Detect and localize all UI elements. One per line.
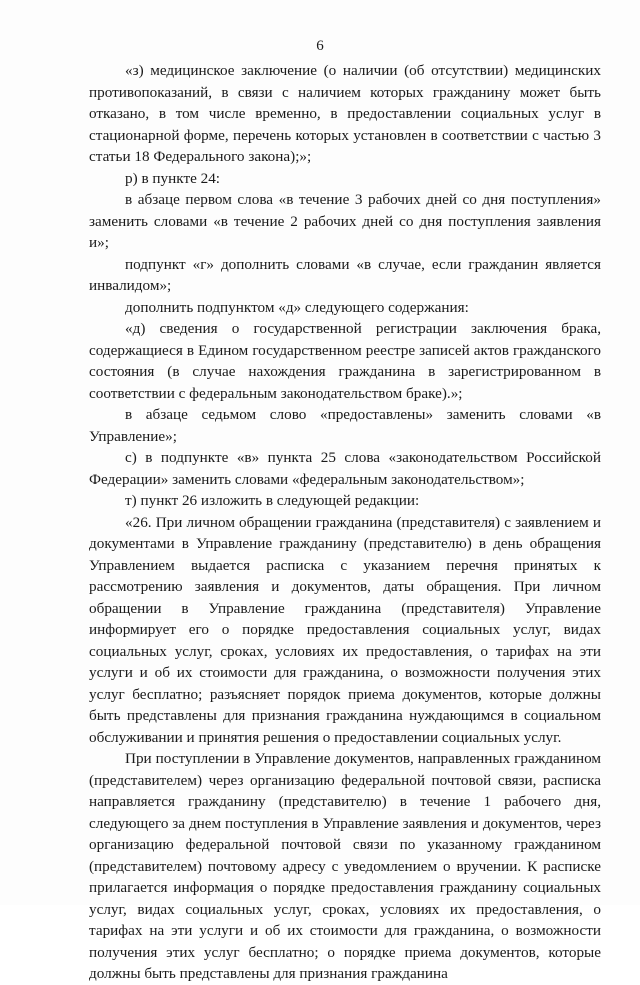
page-number: 6 — [316, 38, 324, 54]
paragraph-subitem-d-text: «д) сведения о государственной регистрации заключения брака, содержащиеся в Едином государственном реестре записей актов гражданского состояния (в случае нахождения гражданина в зарегистрированном в соответствии с федеральным законодательством браке).»; — [89, 320, 601, 402]
paragraph-postal-submission: При поступлении в Управление документов, направленных гражданином (представителем) через организацию федеральной почтовой связи, расписка направляется гражданину (представителю) в течение 1 рабочего дня, следующего за днем поступления в Управление заявления и документов, через организацию федеральной почтовой связи по указанному гражданином (представителем) почтовому адресу с уведомлением о вручении. К расписке прилагается информация о порядке предоставления гражданину социальных услуг, видах социальных услуг, сроках, условиях их предоставления, о тарифах на эти услуги и об их стоимости для гражданина, о возможности получения этих услуг бесплатно; о порядке приема документов, которые должны быть представлены для признания гражданина — [89, 750, 601, 982]
paragraph-subitem-t: т) пункт 26 изложить в следующей редакции: — [125, 492, 420, 509]
paragraph-subitem-s: с) в подпункте «в» пункта 25 слова «законодательством Российской Федерации» заменить словами «федеральным законодательством»; — [89, 449, 601, 488]
paragraph-seventh-abzats: в абзаце седьмом слово «предоставлены» заменить словами «в Управление»; — [89, 406, 601, 445]
paragraph-subitem-g: подпункт «г» дополнить словами «в случае, если гражданин является инвалидом»; — [89, 255, 601, 294]
paragraph-first-abzats-change: в абзаце первом слова «в течение 3 рабочих дней со дня поступления» заменить словами «в течение 2 рабочих дней со дня поступления заявления и»; — [89, 191, 601, 251]
document-body — [89, 60, 601, 985]
paragraph-item-26: «26. При личном обращении гражданина (представителя) с заявлением и документами в Управление гражданину (представителю) в день обращения Управлением выдается расписка с указанием перечня принятых к рассмотрению заявления и документов, даты обращения. При личном обращении в Управление гражданина (представителя) Управление информирует его о порядке предоставления социальных услуг, видах социальных услуг, сроках, условиях их предоставления, о тарифах на эти услуги и об их стоимости для гражданина, о возможности получения этих услуг бесплатно; разъясняет порядок приема документов, которые должны быть представлены для признания гражданина нуждающимся в социальном обслуживании и принятия решения о предоставлении социальных услуг. — [89, 513, 601, 746]
paragraph-subitem-r: р) в пункте 24: — [125, 169, 221, 187]
paragraph-add-subitem-d: дополнить подпунктом «д» следующего содержания: — [125, 298, 469, 316]
paragraph-item-z: «з) медицинское заключение (о наличии (об отсутствии) медицинских противопоказаний, в связи с наличием которых гражданину может быть отказано, в том числе временно, в предоставлении социальных услуг в стационарной форме, перечень которых установлен в соответствии с частью 3 статьи 18 Федерального закона);»; — [89, 62, 601, 165]
